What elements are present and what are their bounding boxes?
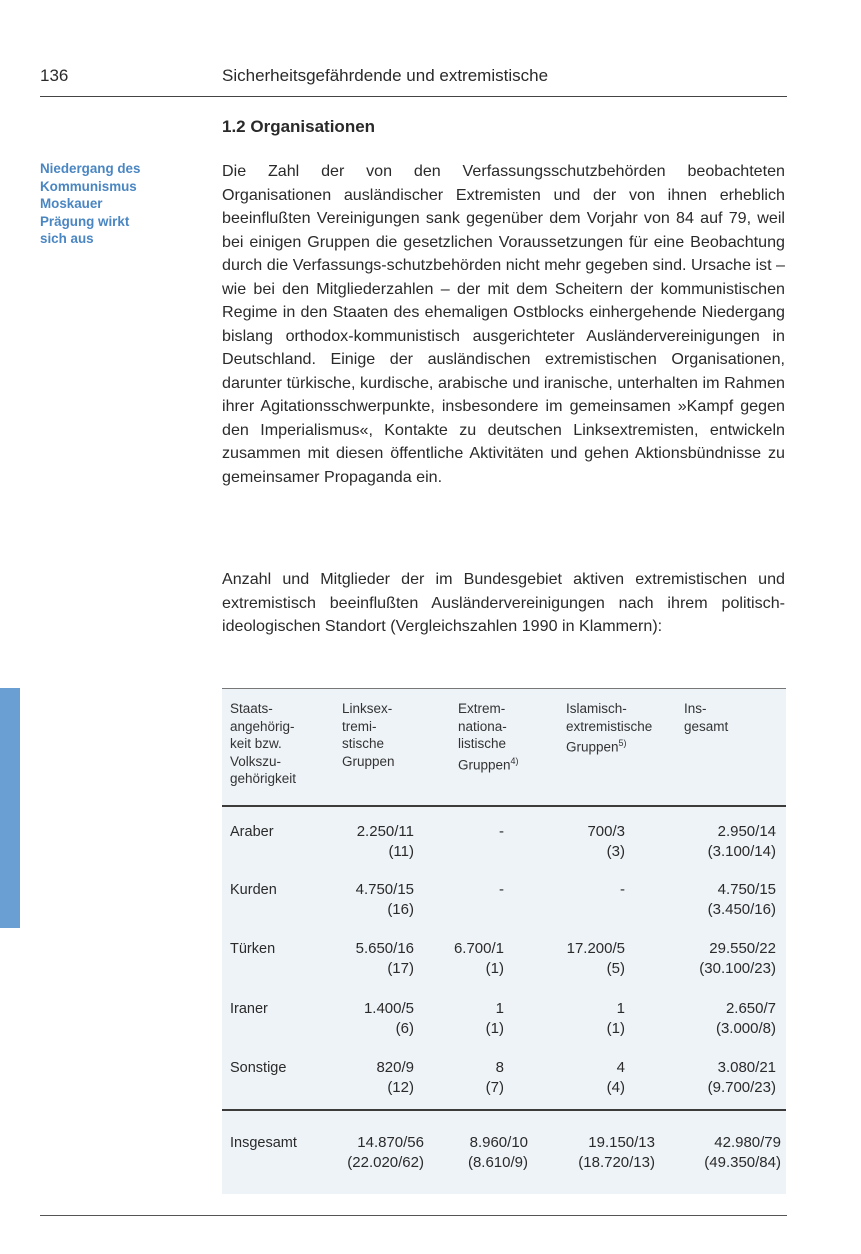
row-label: Sonstige [230, 1060, 287, 1076]
table-cell [314, 1133, 424, 1173]
cell-value-1991: 4.750/15 [717, 881, 776, 898]
cell-value-1990: (22.020/62) [347, 1154, 424, 1171]
footer-rule [40, 1215, 787, 1216]
cell-value-1991: 1 [495, 1000, 504, 1017]
cell-value-1990: (3.450/16) [707, 901, 776, 918]
table-intro-paragraph: Anzahl und Mitglieder der im Bundesgebiet aktiven extremistischen und extremistisch beeinflußten Ausländervereinigungen nach ihrem politisch-ideologischen Standort (Vergleichszahlen 1990 in Klammern): [222, 570, 785, 635]
table-cell [414, 1058, 504, 1098]
footnote-marker: 5) [618, 738, 627, 748]
cell-value-1990: (49.350/84) [704, 1154, 781, 1171]
cell-value-1990 [414, 842, 504, 862]
cell-value-1991: 4 [616, 1059, 625, 1076]
section-title: 1.2 Organisationen [222, 117, 376, 136]
cell-value-1991: 42.980/79 [714, 1134, 781, 1151]
page-number: 136 [40, 66, 69, 85]
table-cell [324, 939, 414, 979]
cell-value-1991: 2.950/14 [717, 823, 776, 840]
footnote-marker: 4) [510, 755, 519, 766]
cell-value-1990 [535, 900, 625, 920]
cell-value-1990: (5) [606, 960, 625, 977]
table-cell [535, 999, 625, 1039]
cell-value-1991: 14.870/56 [357, 1134, 424, 1151]
table-cell [535, 1058, 625, 1098]
cell-value-1990: (16) [387, 901, 414, 918]
cell-value-1990: (18.720/13) [578, 1154, 655, 1171]
row-label: Insgesamt [230, 1135, 297, 1151]
table-cell [414, 999, 504, 1039]
cell-value-1991: - [620, 881, 625, 898]
row-label: Kurden [230, 882, 277, 898]
cell-value-1991: 6.700/1 [453, 940, 504, 957]
cell-value-1990: (12) [387, 1079, 414, 1096]
cell-value-1991: - [499, 881, 504, 898]
cell-value-1990: (6) [395, 1020, 414, 1037]
cell-value-1990: (7) [485, 1079, 504, 1096]
column-header-total: Ins- gesamt [684, 701, 729, 734]
cell-value-1991: 29.550/22 [709, 940, 776, 957]
table-cell [414, 822, 504, 862]
cell-value-1991: 5.650/16 [355, 940, 414, 957]
table-cell [324, 822, 414, 862]
table-cell [686, 1058, 776, 1098]
header-divider [40, 96, 787, 97]
column-header-extreme-nationalist: Extrem- nationa- listische Gruppen$^{4)}$ [458, 701, 519, 772]
thumb-index-bar [0, 688, 20, 928]
column-header-nationality: Staats- angehörig- keit bzw. Volkszu- gehörigkeit [230, 701, 297, 786]
table-cell [686, 939, 776, 979]
table-header-rule [222, 805, 786, 807]
cell-value-1990: (17) [387, 960, 414, 977]
table-row [222, 822, 786, 866]
table-row [222, 1058, 786, 1102]
cell-value-1990: (1) [606, 1020, 625, 1037]
cell-value-1990: (1) [485, 960, 504, 977]
cell-value-1991: 3.080/21 [717, 1059, 776, 1076]
row-label: Türken [230, 941, 276, 957]
cell-value-1990: (4) [606, 1079, 625, 1096]
table-total-rule [222, 1109, 786, 1111]
cell-value-1990: (3.100/14) [707, 843, 776, 860]
table-top-rule [222, 688, 786, 689]
cell-value-1990: (30.100/23) [699, 960, 776, 977]
cell-value-1990: (1) [485, 1020, 504, 1037]
cell-value-1991: 820/9 [376, 1059, 414, 1076]
cell-value-1991: 8 [495, 1059, 504, 1076]
margin-note-line: Moskauer [40, 196, 103, 211]
cell-value-1991: 700/3 [587, 823, 625, 840]
row-label: Iraner [230, 1001, 268, 1017]
table-cell [324, 880, 414, 920]
cell-value-1991: 1 [616, 1000, 625, 1017]
table-cell [686, 880, 776, 920]
margin-note [40, 160, 180, 248]
cell-value-1991: 2.650/7 [725, 1000, 776, 1017]
table-cell [535, 939, 625, 979]
table-cell [535, 822, 625, 862]
cell-value-1991: 17.200/5 [566, 940, 625, 957]
margin-note-line: Kommunismus [40, 178, 137, 194]
table-cell [324, 999, 414, 1039]
column-header-left-extremist: Linksex- tremi- stische Gruppen [342, 701, 395, 769]
table-cell [324, 1058, 414, 1098]
table-cell [418, 1133, 528, 1173]
table-row [222, 880, 786, 924]
table-cell [414, 939, 504, 979]
cell-value-1990: (3.000/8) [715, 1020, 776, 1037]
cell-value-1990: (9.700/23) [707, 1079, 776, 1096]
table-row [222, 939, 786, 983]
statistics-table [222, 688, 786, 1194]
cell-value-1991: 19.150/13 [588, 1134, 655, 1151]
table-cell [686, 822, 776, 862]
cell-value-1991: 2.250/11 [356, 823, 414, 840]
cell-value-1990: (3) [606, 843, 625, 860]
cell-value-1991: 8.960/10 [469, 1134, 528, 1151]
running-title: Sicherheitsgefährdende und extremistische [222, 66, 549, 85]
table-cell [535, 880, 625, 920]
body-paragraph: Die Zahl der von den Verfassungsschutzbehörden beobachteten Organisationen ausländischer Extremisten und der von ihnen erheblich beeinflußten Vereinigungen sank gegenüber dem Vorjahr von 84 auf 79, weil bei einigen Gruppen die gesetzlichen Voraussetzungen für eine Beobachtung durch die Verfassungs-schutzbehörden nicht mehr gegeben sind. Ursache ist – wie bei den Mitgliederzahlen – der mit dem Scheitern der kommunistischen Regime in den Staaten des ehemaligen Ostblocks einhergehende Niedergang bislang orthodox-kommunistisch ausgerichteter Ausländervereinigungen in Deutschland. Einige der ausländischen extremistischen Organisationen, darunter türkische, kurdische, arabische und iranische, unterhalten im Rahmen ihrer Agitationsschwerpunkte, insbesondere im gemeinsamen »Kampf gegen den Imperialismus«, Kontakte zu deutschen Linksextremisten, entwickeln zusammen mit diesen öffentliche Aktivitäten und gehen Aktionsbündnisse zu gemeinsamer Propaganda ein. [222, 162, 785, 486]
table-cell [414, 880, 504, 920]
table-cell [671, 1133, 781, 1173]
table-row [222, 999, 786, 1043]
cell-value-1991: - [499, 823, 504, 840]
cell-value-1991: 1.400/5 [363, 1000, 414, 1017]
margin-note-line: sich aus [40, 231, 94, 246]
column-header-islamist: Islamisch- extremistische Gruppen$^{5)}$ [566, 701, 653, 755]
cell-value-1991: 4.750/15 [355, 881, 414, 898]
table-total-row [222, 1133, 786, 1177]
table-cell [545, 1133, 655, 1173]
cell-value-1990: (8.610/9) [467, 1154, 528, 1171]
cell-value-1990 [414, 900, 504, 920]
margin-note-line: Prägung wirkt [40, 213, 130, 229]
cell-value-1990: (11) [388, 843, 414, 860]
margin-note-line: Niedergang des [40, 161, 141, 176]
row-label: Araber [230, 824, 274, 840]
table-cell [686, 999, 776, 1039]
